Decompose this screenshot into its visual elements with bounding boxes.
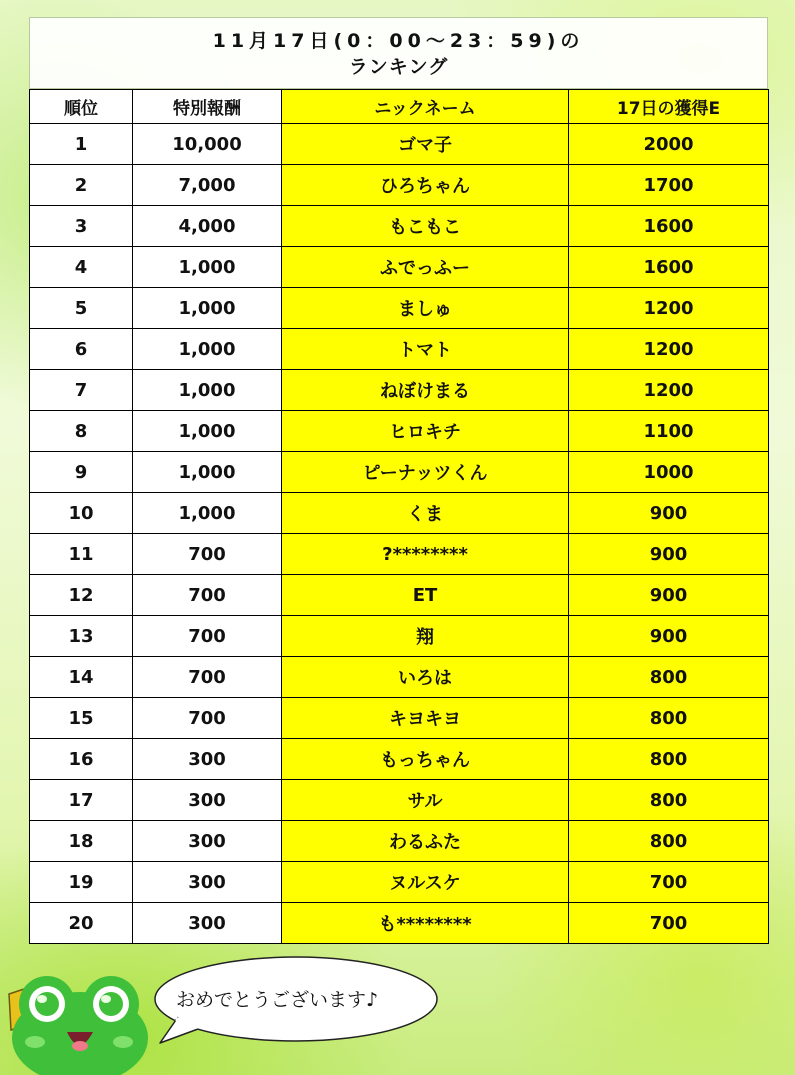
header-earned: 17日の獲得E [569,90,769,124]
rank-cell: 5 [30,288,133,329]
reward-cell: 1,000 [133,247,282,288]
table-row [30,165,769,206]
table-row [30,657,769,698]
nickname-cell: 翔 [282,616,569,657]
nickname-cell: ゴマ子 [282,124,569,165]
table-row [30,698,769,739]
nickname-cell: も******** [282,903,569,944]
earned-cell: 1000 [569,452,769,493]
earned-cell: 1600 [569,247,769,288]
reward-cell: 700 [133,534,282,575]
header-reward: 特別報酬 [133,90,282,124]
earned-cell: 1200 [569,288,769,329]
reward-cell: 300 [133,780,282,821]
reward-cell: 300 [133,862,282,903]
earned-cell: 900 [569,534,769,575]
earned-cell: 800 [569,780,769,821]
rank-cell: 6 [30,329,133,370]
reward-cell: 700 [133,698,282,739]
rank-cell: 19 [30,862,133,903]
rank-cell: 4 [30,247,133,288]
reward-cell: 300 [133,739,282,780]
earned-cell: 2000 [569,124,769,165]
earned-cell: 800 [569,821,769,862]
reward-cell: 1,000 [133,493,282,534]
rank-cell: 17 [30,780,133,821]
green-frog-mascot-icon [5,968,155,1075]
earned-cell: 900 [569,616,769,657]
reward-cell: 1,000 [133,370,282,411]
table-header-row [30,90,769,124]
table-row [30,329,769,370]
reward-cell: 1,000 [133,329,282,370]
earned-cell: 900 [569,493,769,534]
rank-cell: 3 [30,206,133,247]
reward-cell: 300 [133,821,282,862]
rank-cell: 1 [30,124,133,165]
earned-cell: 700 [569,903,769,944]
reward-cell: 10,000 [133,124,282,165]
rank-cell: 14 [30,657,133,698]
nickname-cell: ET [282,575,569,616]
earned-cell: 900 [569,575,769,616]
nickname-cell: いろは [282,657,569,698]
rank-cell: 18 [30,821,133,862]
nickname-cell: ましゅ [282,288,569,329]
nickname-cell: ひろちゃん [282,165,569,206]
earned-cell: 1700 [569,165,769,206]
ranking-title [29,17,768,89]
rank-cell: 13 [30,616,133,657]
nickname-cell: くま [282,493,569,534]
rank-cell: 15 [30,698,133,739]
nickname-cell: ヒロキチ [282,411,569,452]
ranking-title-label: ランキング [348,56,449,78]
table-row [30,206,769,247]
header-rank: 順位 [30,90,133,124]
table-body [30,124,769,944]
reward-cell: 4,000 [133,206,282,247]
earned-cell: 700 [569,862,769,903]
ranking-board [29,17,768,944]
reward-cell: 1,000 [133,411,282,452]
nickname-cell: もこもこ [282,206,569,247]
table-row [30,780,769,821]
table-row [30,288,769,329]
reward-cell: 300 [133,903,282,944]
reward-cell: 1,000 [133,288,282,329]
table-row [30,616,769,657]
header-nickname: ニックネーム [282,90,569,124]
table-row [30,493,769,534]
nickname-cell: もっちゃん [282,739,569,780]
nickname-cell: ねぼけまる [282,370,569,411]
rank-cell: 10 [30,493,133,534]
rank-cell: 7 [30,370,133,411]
nickname-cell: キヨキヨ [282,698,569,739]
table-row [30,903,769,944]
ranking-title-date: 11月17日(0：00～23：59)の [212,30,585,52]
nickname-cell: ヌルスケ [282,862,569,903]
table-row [30,862,769,903]
nickname-cell: トマト [282,329,569,370]
reward-cell: 700 [133,657,282,698]
table-row [30,452,769,493]
table-row [30,370,769,411]
earned-cell: 1200 [569,329,769,370]
table-row [30,411,769,452]
nickname-cell: サル [282,780,569,821]
ranking-table [29,89,769,944]
speech-bubble-text: おめでとうございます♪ [176,989,379,1011]
reward-cell: 7,000 [133,165,282,206]
earned-cell: 800 [569,657,769,698]
rank-cell: 8 [30,411,133,452]
table-row [30,534,769,575]
earned-cell: 1600 [569,206,769,247]
rank-cell: 16 [30,739,133,780]
table-row [30,575,769,616]
earned-cell: 800 [569,698,769,739]
rank-cell: 2 [30,165,133,206]
rank-cell: 9 [30,452,133,493]
table-row [30,124,769,165]
table-row [30,739,769,780]
rank-cell: 11 [30,534,133,575]
nickname-cell: ふでっふー [282,247,569,288]
rank-cell: 12 [30,575,133,616]
nickname-cell: ?******** [282,534,569,575]
earned-cell: 1200 [569,370,769,411]
reward-cell: 700 [133,616,282,657]
reward-cell: 700 [133,575,282,616]
earned-cell: 1100 [569,411,769,452]
rank-cell: 20 [30,903,133,944]
table-row [30,247,769,288]
nickname-cell: わるふた [282,821,569,862]
nickname-cell: ピーナッツくん [282,452,569,493]
earned-cell: 800 [569,739,769,780]
table-row [30,821,769,862]
reward-cell: 1,000 [133,452,282,493]
